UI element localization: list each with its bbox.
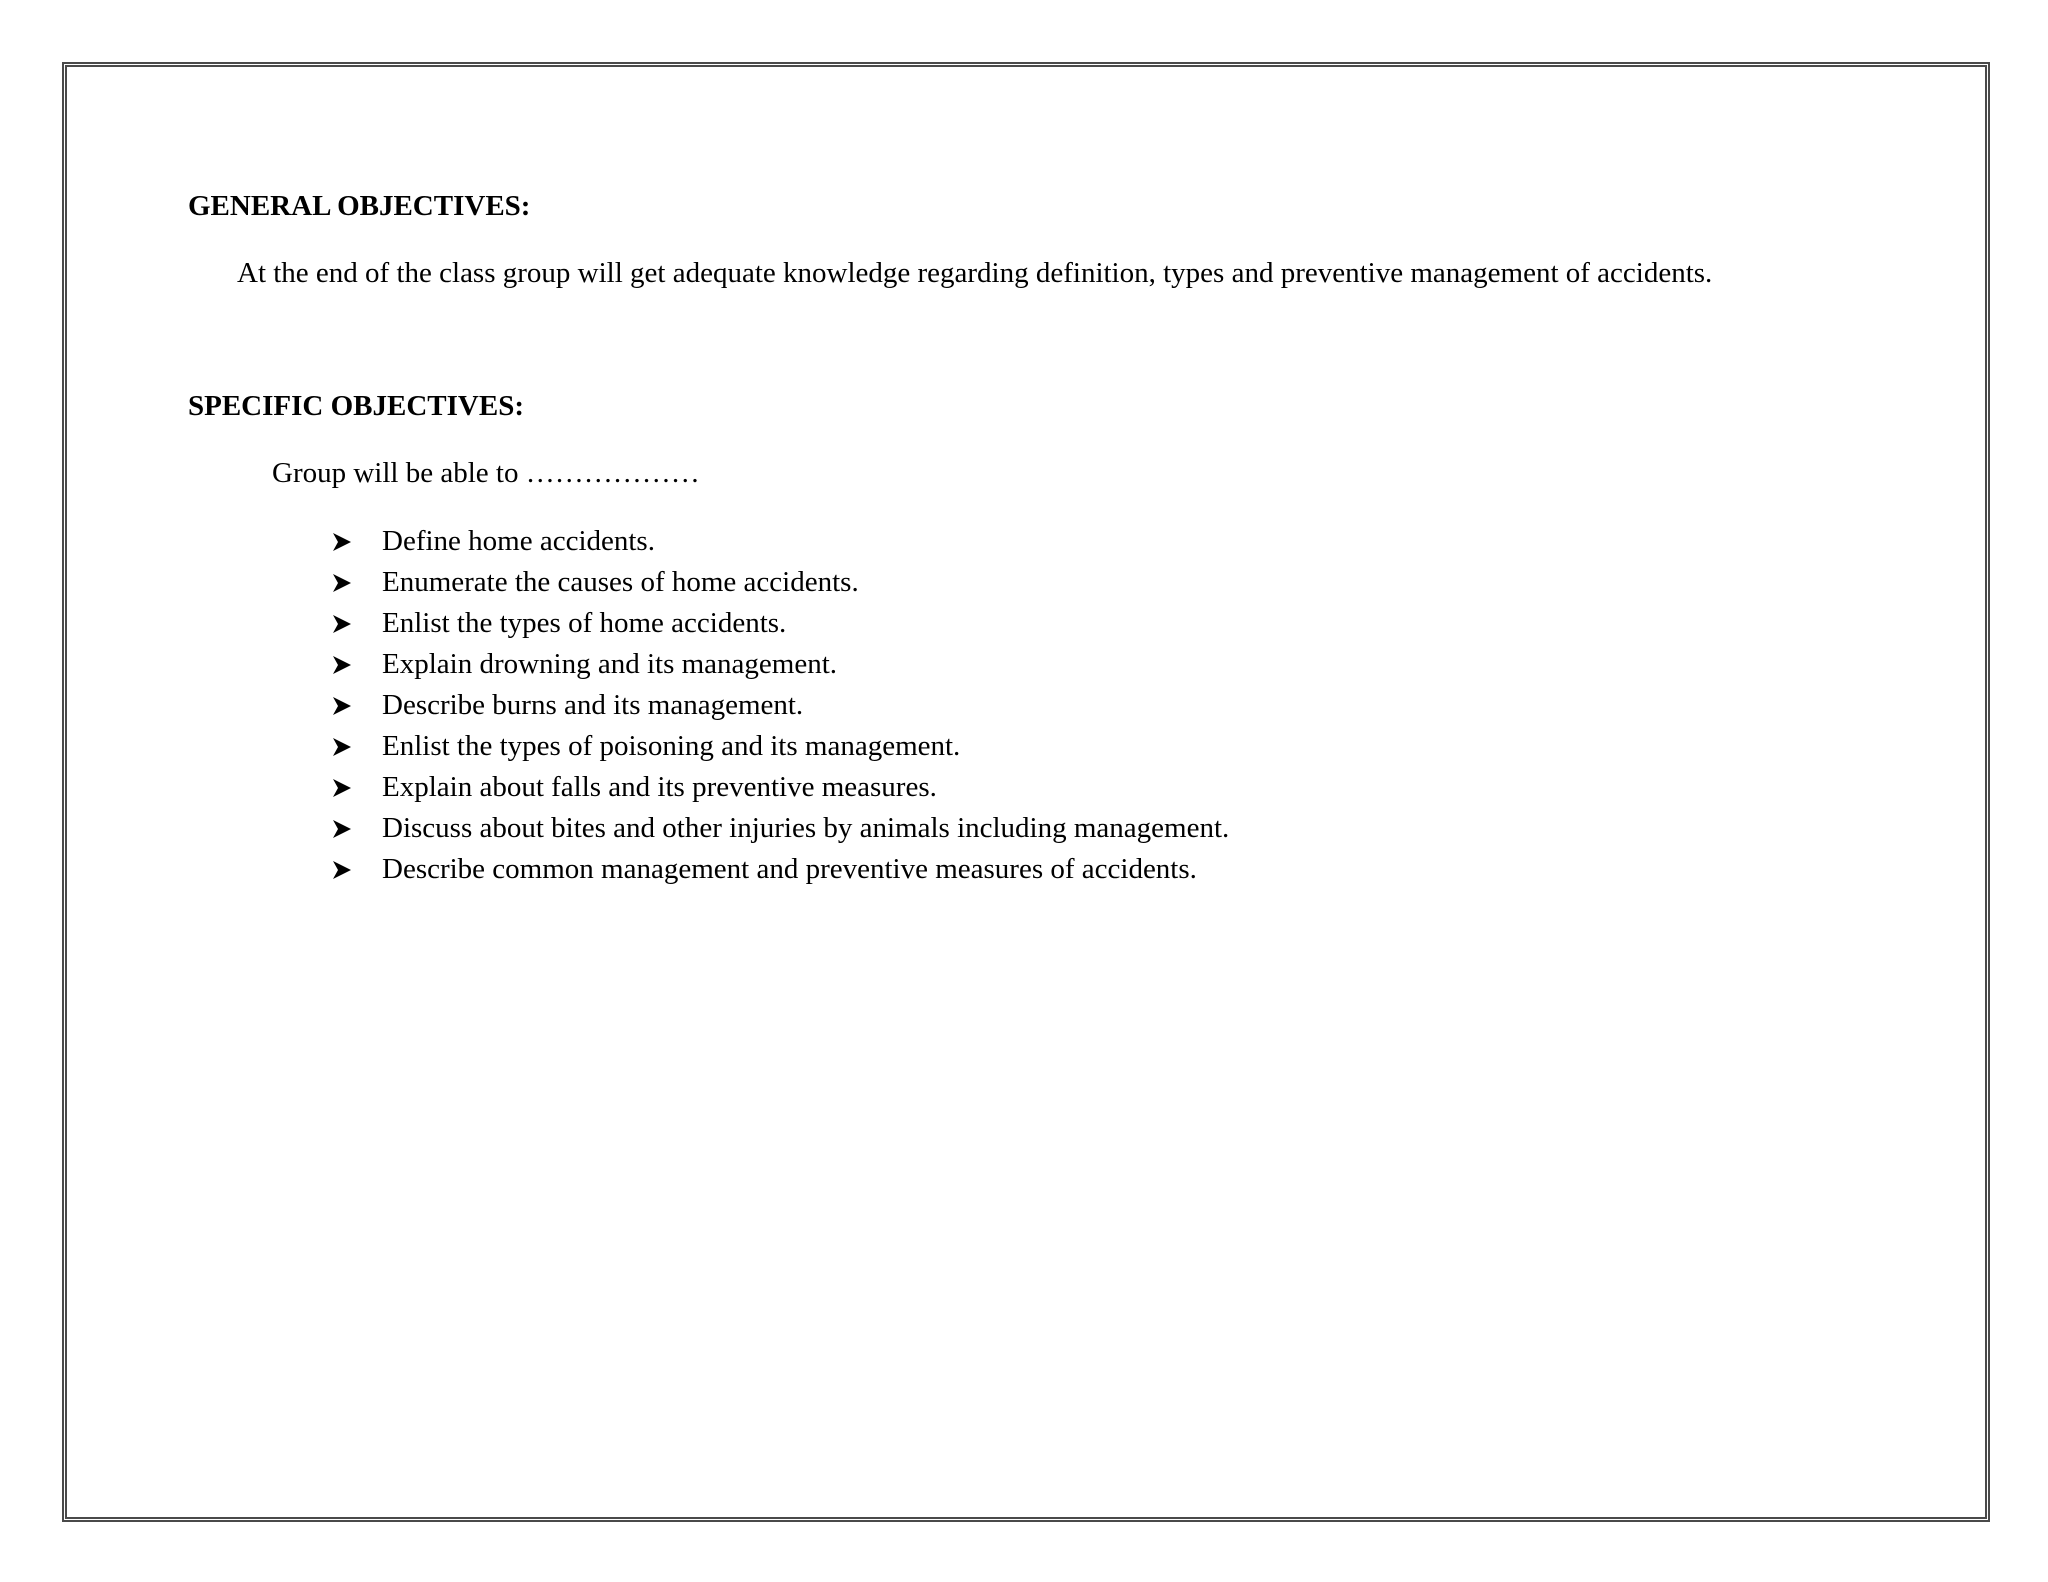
list-item-text: Describe burns and its management. [382, 689, 804, 721]
specific-objectives-intro: Group will be able to ……………… [272, 457, 700, 489]
arrowhead-bullet-icon [332, 614, 382, 634]
arrowhead-bullet-icon [332, 778, 382, 798]
list-item [332, 685, 1229, 726]
arrowhead-bullet-icon [332, 819, 382, 839]
list-item-text: Discuss about bites and other injuries by animals including management. [382, 812, 1230, 844]
arrowhead-bullet-icon [332, 532, 382, 552]
list-item-text: Explain drowning and its management. [382, 648, 838, 680]
specific-objectives-heading: SPECIFIC OBJECTIVES: [188, 390, 524, 422]
general-objectives-text: At the end of the class group will get adequate knowledge regarding definition, types and preventive management of accidents. [237, 257, 1713, 289]
general-objectives-heading: GENERAL OBJECTIVES: [188, 190, 531, 222]
list-item-text: Enlist the types of poisoning and its management. [382, 730, 961, 762]
list-item [332, 808, 1229, 849]
list-item-text: Explain about falls and its preventive measures. [382, 771, 937, 803]
list-item-text: Define home accidents. [382, 525, 655, 557]
list-item [332, 603, 1229, 644]
arrowhead-bullet-icon [332, 696, 382, 716]
list-item [332, 849, 1229, 890]
arrowhead-bullet-icon [332, 573, 382, 593]
list-item-text: Enlist the types of home accidents. [382, 607, 787, 639]
arrowhead-bullet-icon [332, 655, 382, 675]
list-item-text: Enumerate the causes of home accidents. [382, 566, 859, 598]
list-item [332, 644, 1229, 685]
list-item [332, 521, 1229, 562]
list-item [332, 767, 1229, 808]
arrowhead-bullet-icon [332, 737, 382, 757]
list-item-text: Describe common management and preventive measures of accidents. [382, 853, 1197, 885]
list-item [332, 726, 1229, 767]
specific-objectives-list [332, 521, 1229, 890]
arrowhead-bullet-icon [332, 860, 382, 880]
list-item [332, 562, 1229, 603]
